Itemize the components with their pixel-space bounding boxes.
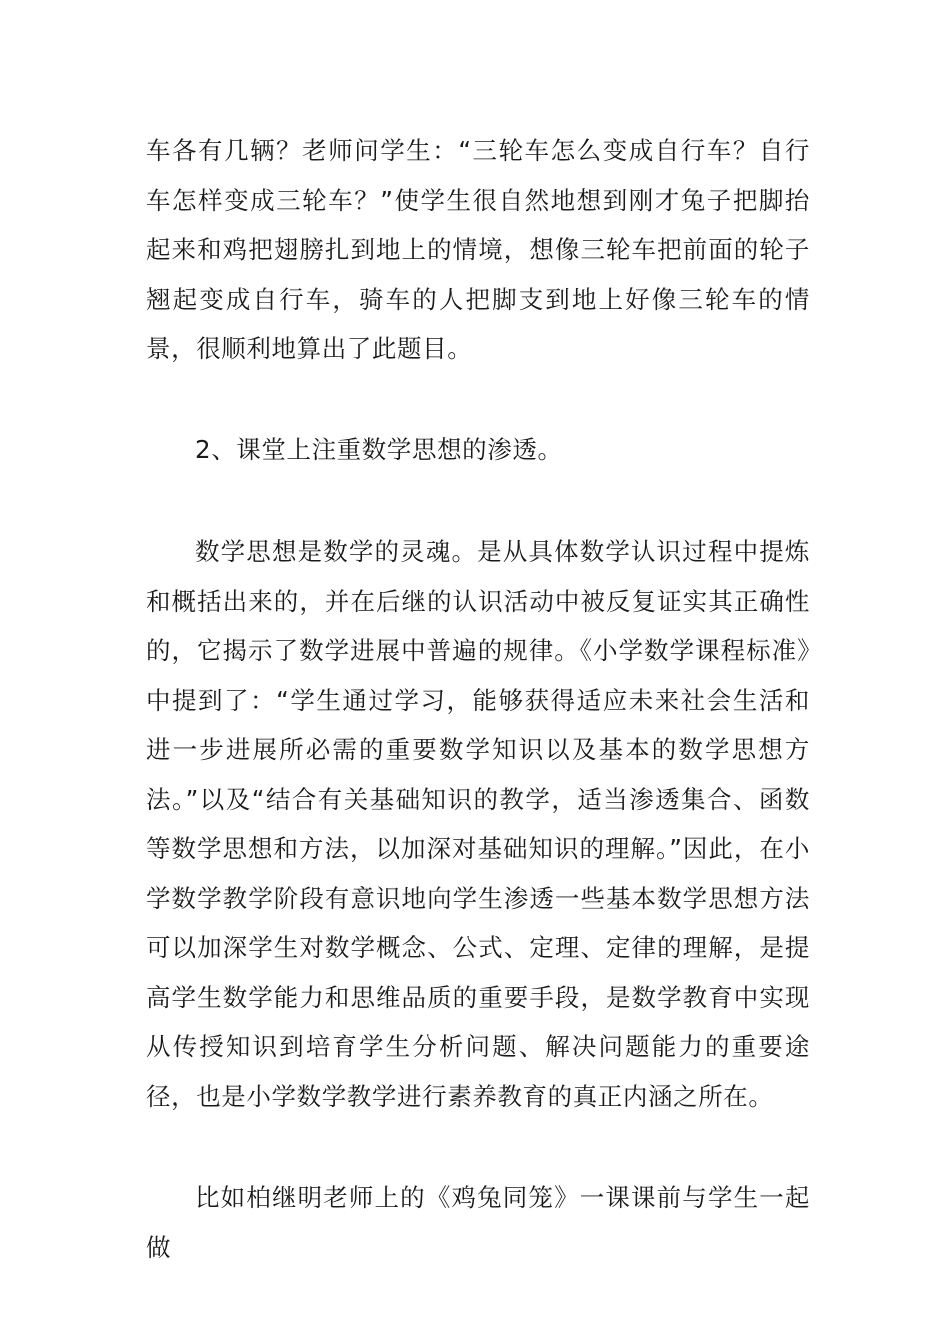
paragraph-continued: 车各有几辆？老师问学生：“三轮车怎么变成自行车？自行车怎样变成三轮车？”使学生很自然地想到刚才兔子把脚抬起来和鸡把翅膀扎到地上的情境，想像三轮车把前面的轮子翘起变成自行车，骑车的人把脚支到地上好像三轮车的情景，很顺利地算出了此题目。	[146, 136, 810, 363]
section-heading: 2、课堂上注重数学思想的渗透。	[195, 435, 563, 464]
paragraph-math-thought: 数学思想是数学的灵魂。是从具体数学认识过程中提炼和概括出来的，并在后继的认识活动中被反复证实其正确性的，它揭示了数学进展中普遍的规律。《小学数学课程标准》中提到了：“学生通过学习，能够获得适应未来社会生活和进一步进展所必需的重要数学知识以及基本的数学思想方法。”以及“结合有关基础知识的教学，适当渗透集合、函数等数学思想和方法，以加深对基础知识的理解。”因此，在小学数学教学阶段有意识地向学生渗透一些基本数学思想方法可以加深学生对数学概念、公式、定理、定律的理解，是提高学生数学能力和思维品质的重要手段，是数学教育中实现从传授知识到培育学生分析问题、解决问题能力的重要途径，也是小学数学教学进行素养教育的真正内涵之所在。	[146, 537, 810, 1111]
paragraph-example: 比如柏继明老师上的《鸡兔同笼》一课课前与学生一起做	[146, 1183, 810, 1262]
